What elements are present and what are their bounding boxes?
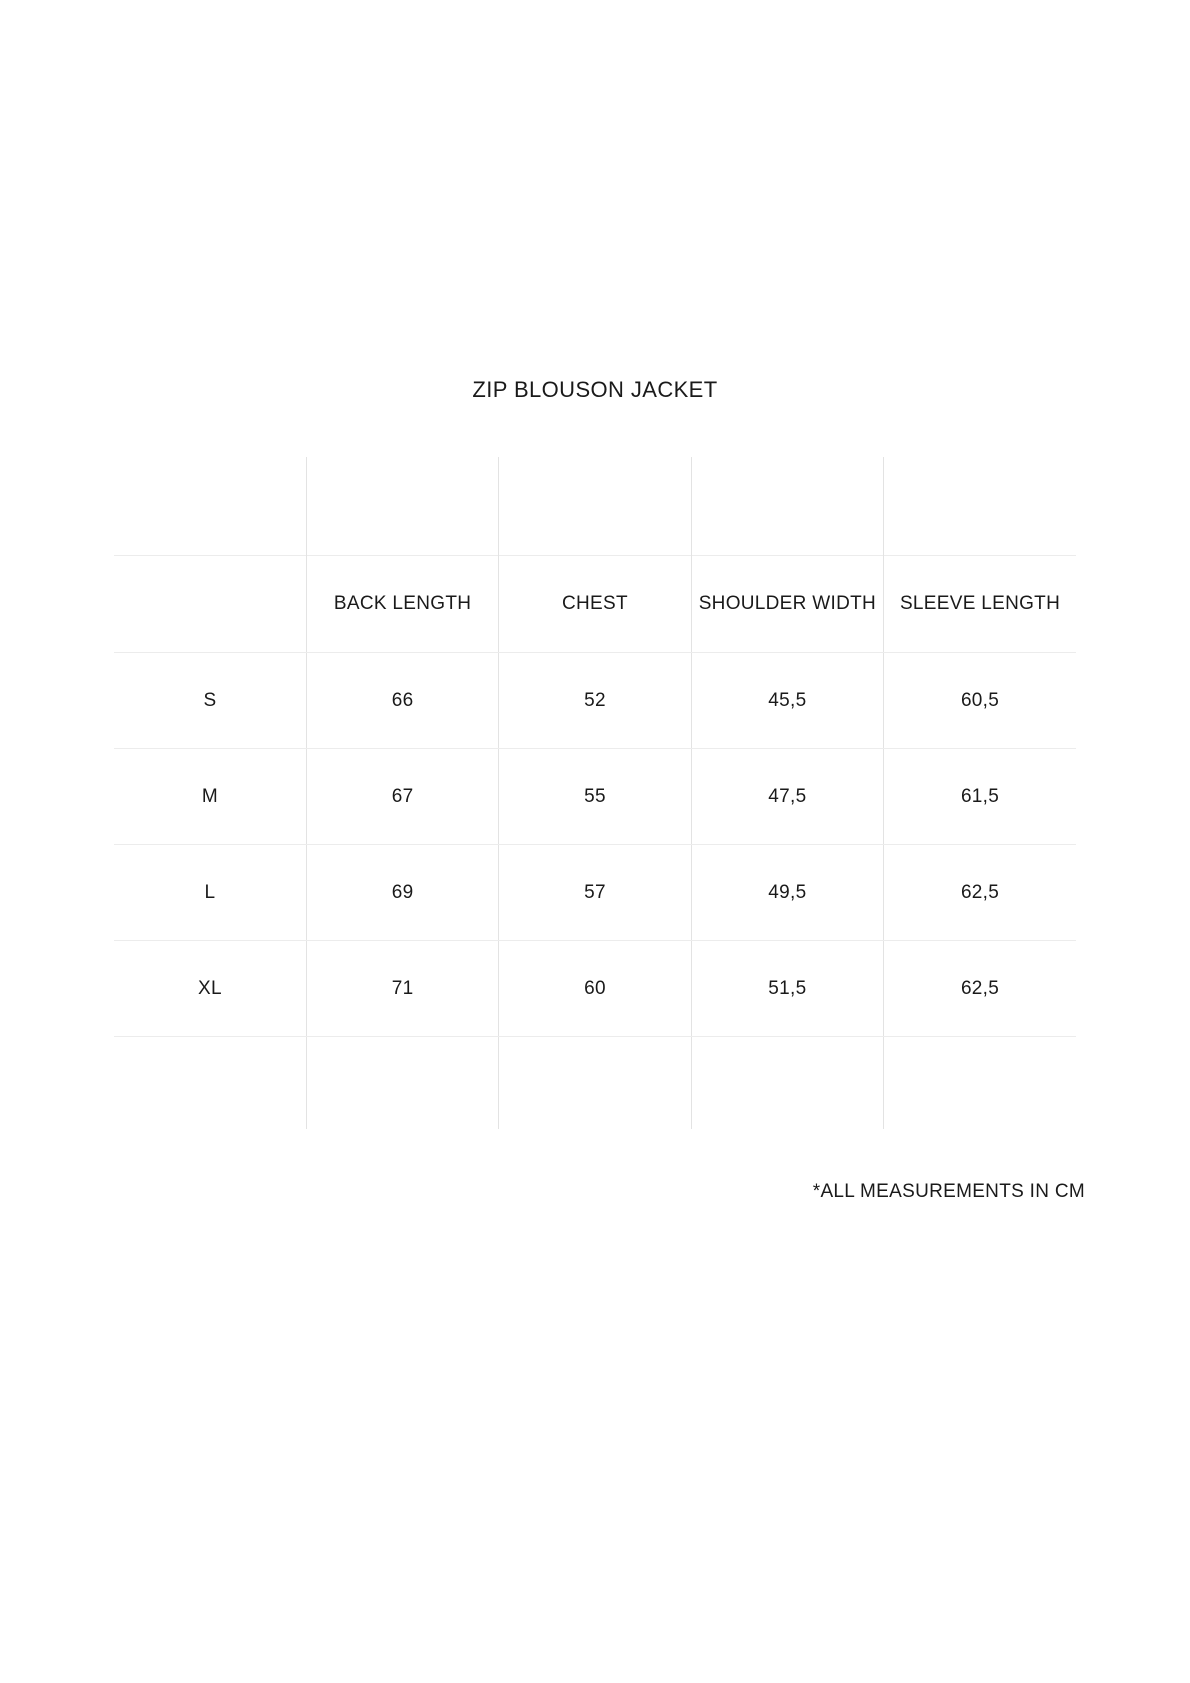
spacer-cell: [691, 457, 883, 556]
size-chart-table: [114, 457, 1076, 1129]
shoulder-width-value: 47,5: [691, 749, 883, 845]
spacer-cell: [884, 1037, 1076, 1130]
sleeve-length-value: 61,5: [884, 749, 1076, 845]
column-header-back-length: BACK LENGTH: [306, 556, 498, 653]
table-spacer-row-top: [114, 457, 1076, 556]
chest-value: 52: [499, 653, 691, 749]
back-length-value: 71: [306, 941, 498, 1037]
size-label: L: [114, 845, 306, 941]
column-header-shoulder-width: SHOULDER WIDTH: [691, 556, 883, 653]
shoulder-width-value: 51,5: [691, 941, 883, 1037]
spacer-cell: [499, 1037, 691, 1130]
spacer-cell: [306, 457, 498, 556]
column-header-chest: CHEST: [499, 556, 691, 653]
back-length-value: 69: [306, 845, 498, 941]
shoulder-width-value: 45,5: [691, 653, 883, 749]
back-length-value: 66: [306, 653, 498, 749]
spacer-cell: [499, 457, 691, 556]
size-label: M: [114, 749, 306, 845]
table-row-size-xl: [114, 941, 1076, 1037]
chest-value: 60: [499, 941, 691, 1037]
table-row-size-l: [114, 845, 1076, 941]
column-header-size: [114, 556, 306, 653]
sleeve-length-value: 60,5: [884, 653, 1076, 749]
shoulder-width-value: 49,5: [691, 845, 883, 941]
table-row-size-s: [114, 653, 1076, 749]
spacer-cell: [306, 1037, 498, 1130]
back-length-value: 67: [306, 749, 498, 845]
spacer-cell: [884, 457, 1076, 556]
table-row-size-m: [114, 749, 1076, 845]
size-label: S: [114, 653, 306, 749]
page-title: ZIP BLOUSON JACKET: [472, 377, 718, 402]
chest-value: 55: [499, 749, 691, 845]
sleeve-length-value: 62,5: [884, 941, 1076, 1037]
spacer-cell: [114, 457, 306, 556]
spacer-cell: [114, 1037, 306, 1130]
column-header-sleeve-length: SLEEVE LENGTH: [884, 556, 1076, 653]
measurements-unit-note: *ALL MEASUREMENTS IN CM: [812, 1181, 1085, 1202]
sleeve-length-value: 62,5: [884, 845, 1076, 941]
size-label: XL: [114, 941, 306, 1037]
table-header-row: [114, 556, 1076, 653]
spacer-cell: [691, 1037, 883, 1130]
chest-value: 57: [499, 845, 691, 941]
table-spacer-row-bottom: [114, 1037, 1076, 1130]
